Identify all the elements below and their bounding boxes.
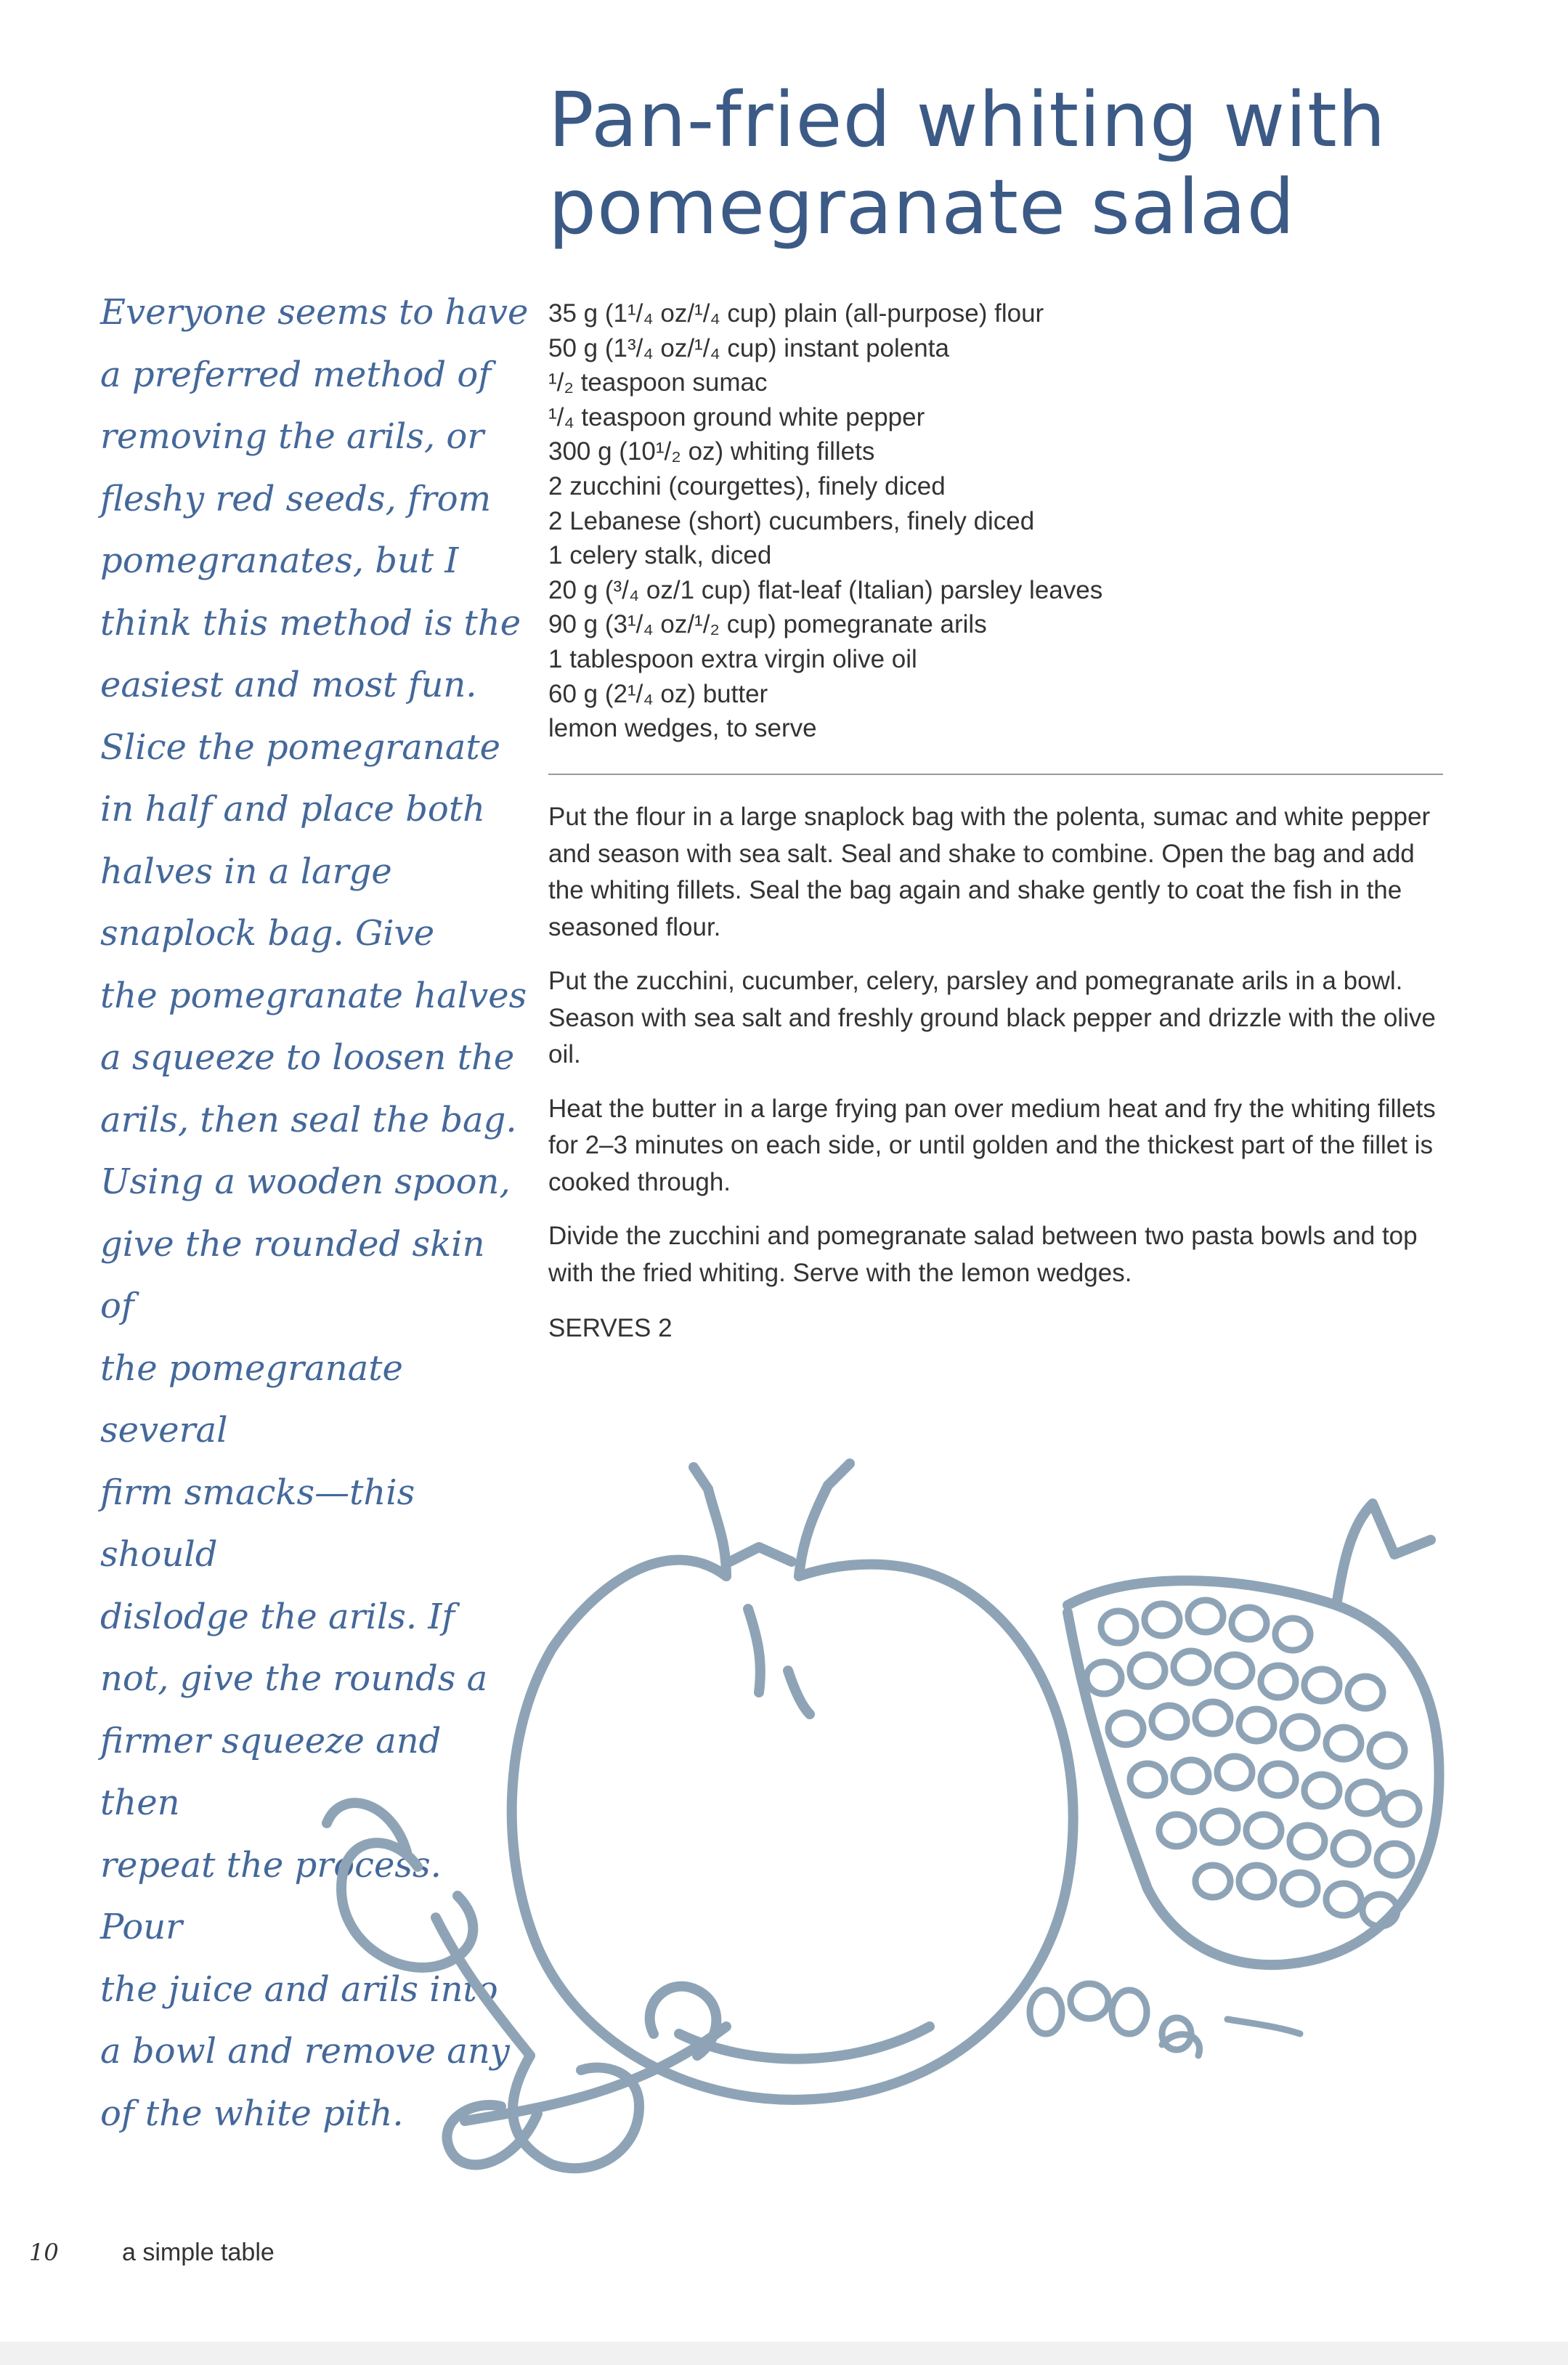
aril-shape [1304, 1669, 1339, 1701]
page-number: 10 [29, 2239, 59, 2266]
recipe-title [548, 76, 1492, 251]
ingredient-item: 50 g (1³/₄ oz/¹/₄ cup) instant polenta [548, 333, 949, 362]
aril-shape [1159, 1814, 1194, 1846]
aril-shape [1304, 1774, 1339, 1806]
aside-line: the juice and arils into [100, 1968, 498, 2010]
aril-shape [1333, 1833, 1368, 1865]
aside-line: snaplock bag. Give [100, 913, 435, 954]
aside-line: fleshy red seeds, from [100, 478, 492, 519]
aside-line: give the rounded skin of [100, 1223, 485, 1326]
aside-line: the pomegranate several [100, 1347, 403, 1451]
aside-line: pomegranates, but I [100, 540, 459, 581]
aril-shape [1174, 1760, 1209, 1792]
aril-shape [1188, 1600, 1223, 1632]
method-step: Divide the zucchini and pomegranate salad between two pasta bowls and top with the fried whiting. Serve with the lemon wedges. [548, 1222, 1418, 1287]
method-step: Put the zucchini, cucumber, celery, parsley and pomegranate arils in a bowl. Season with sea salt and freshly ground black pepper and drizzle with the olive oil. [548, 967, 1436, 1068]
aril-shape [1101, 1611, 1136, 1643]
aril-shape [1130, 1764, 1165, 1796]
aril-shape [1195, 1702, 1230, 1734]
aside-line: repeat the process. Pour [100, 1844, 442, 1947]
ingredient-item: 35 g (1¹/₄ oz/¹/₄ cup) plain (all-purpose) flour [548, 299, 1044, 328]
aril-shape [1195, 1865, 1230, 1897]
aril-shape [1108, 1713, 1143, 1745]
aside-line: Slice the pomegranate [100, 726, 501, 768]
whole-pomegranate-drawing [512, 1464, 1073, 2100]
recipe-title-line-2: pomegranate salad [548, 163, 1296, 251]
aril-shape [1283, 1716, 1317, 1748]
aside-line: in half and place both [100, 789, 486, 829]
aril-shape [1290, 1825, 1325, 1857]
aril-shape [1275, 1618, 1310, 1650]
ingredient-item: 20 g (³/₄ oz/1 cup) flat-leaf (Italian) parsley leaves [548, 575, 1103, 604]
ingredient-item: ¹/₂ teaspoon sumac [548, 368, 768, 397]
aril-shape [1145, 1604, 1179, 1636]
aside-line: dislodge the arils. If [100, 1596, 455, 1637]
aril-shape [1203, 1811, 1238, 1843]
section-divider [548, 774, 1443, 775]
aril-shape [1326, 1727, 1361, 1759]
loose-arils-drawing [1030, 1984, 1300, 2056]
ingredient-item: ¹/₄ teaspoon ground white pepper [548, 402, 925, 431]
aril-shape [1152, 1705, 1187, 1737]
page-bottom-edge [0, 2342, 1568, 2365]
aside-line: the pomegranate halves [100, 975, 527, 1016]
aril-shape [1239, 1709, 1274, 1741]
aril-shape [1246, 1814, 1281, 1846]
ingredient-item: 300 g (10¹/₂ oz) whiting fillets [548, 437, 875, 466]
aril-shape [1217, 1655, 1252, 1687]
aside-line: firm smacks—this should [100, 1472, 415, 1575]
method-step: Put the flour in a large snaplock bag with the polenta, sumac and white pepper and season with sea salt. Seal and shake to combine. Open the bag and add the whiting fillets. Seal the bag again and shake gently to coat the fish in the seasoned flour. [548, 803, 1431, 941]
aril-shape [1326, 1883, 1361, 1915]
aril-shape [1174, 1651, 1209, 1683]
ingredient-item: 1 tablespoon extra virgin olive oil [548, 644, 917, 673]
parsley-sprig-drawing [327, 1803, 726, 2168]
aril-shape [1261, 1666, 1296, 1697]
aside-line: firmer squeeze and then [100, 1720, 442, 1823]
aside-line: not, give the rounds a [100, 1658, 488, 1699]
aril-shape [1232, 1607, 1267, 1639]
recipe-title-line-1: Pan-fried whiting with [548, 76, 1386, 164]
method-steps [548, 799, 1449, 1309]
aside-line: a preferred method of [100, 354, 492, 395]
aside-line: a bowl and remove any [100, 2031, 510, 2072]
aril-shape [1217, 1756, 1252, 1788]
pomegranate-arils-drawing [1086, 1600, 1419, 1926]
aside-line: of the white pith. [100, 2093, 404, 2134]
aril-shape [1086, 1662, 1121, 1694]
ingredient-item: 2 zucchini (courgettes), finely diced [548, 471, 946, 500]
aril-shape [1370, 1735, 1405, 1766]
aril-shape [1377, 1843, 1412, 1875]
ingredient-item: 1 celery stalk, diced [548, 541, 772, 570]
aril-shape [1283, 1873, 1317, 1904]
ingredient-list [548, 296, 1492, 746]
method-step: Heat the butter in a large frying pan over medium heat and fry the whiting fillets for 2–3 minutes on each side, or until golden and the thickest part of the fillet is cooked through. [548, 1094, 1436, 1196]
aril-shape [1261, 1764, 1296, 1796]
aside-line: Using a wooden spoon, [100, 1161, 511, 1202]
aside-line: Everyone seems to have [100, 292, 529, 333]
aril-shape [1130, 1655, 1165, 1687]
aside-line: think this method is the [100, 602, 521, 644]
aril-shape [1348, 1782, 1383, 1814]
ingredient-item: lemon wedges, to serve [548, 714, 817, 743]
book-title: a simple table [122, 2239, 275, 2266]
aside-line: removing the arils, or [100, 416, 484, 457]
pomegranate-illustration [0, 1307, 1568, 2252]
aside-line: a squeeze to loosen the [100, 1037, 515, 1078]
aside-line: arils, then seal the bag. [100, 1099, 517, 1140]
ingredient-item: 90 g (3¹/₄ oz/¹/₂ cup) pomegranate arils [548, 610, 987, 639]
aril-shape [1384, 1793, 1419, 1825]
aside-line: easiest and most fun. [100, 665, 477, 705]
aside-line: halves in a large [100, 851, 392, 892]
ingredient-item: 60 g (2¹/₄ oz) butter [548, 679, 768, 708]
serves-note: SERVES 2 [548, 1314, 673, 1342]
aril-shape [1348, 1676, 1383, 1708]
ingredient-item: 2 Lebanese (short) cucumbers, finely diced [548, 506, 1035, 535]
aril-shape [1239, 1865, 1274, 1897]
